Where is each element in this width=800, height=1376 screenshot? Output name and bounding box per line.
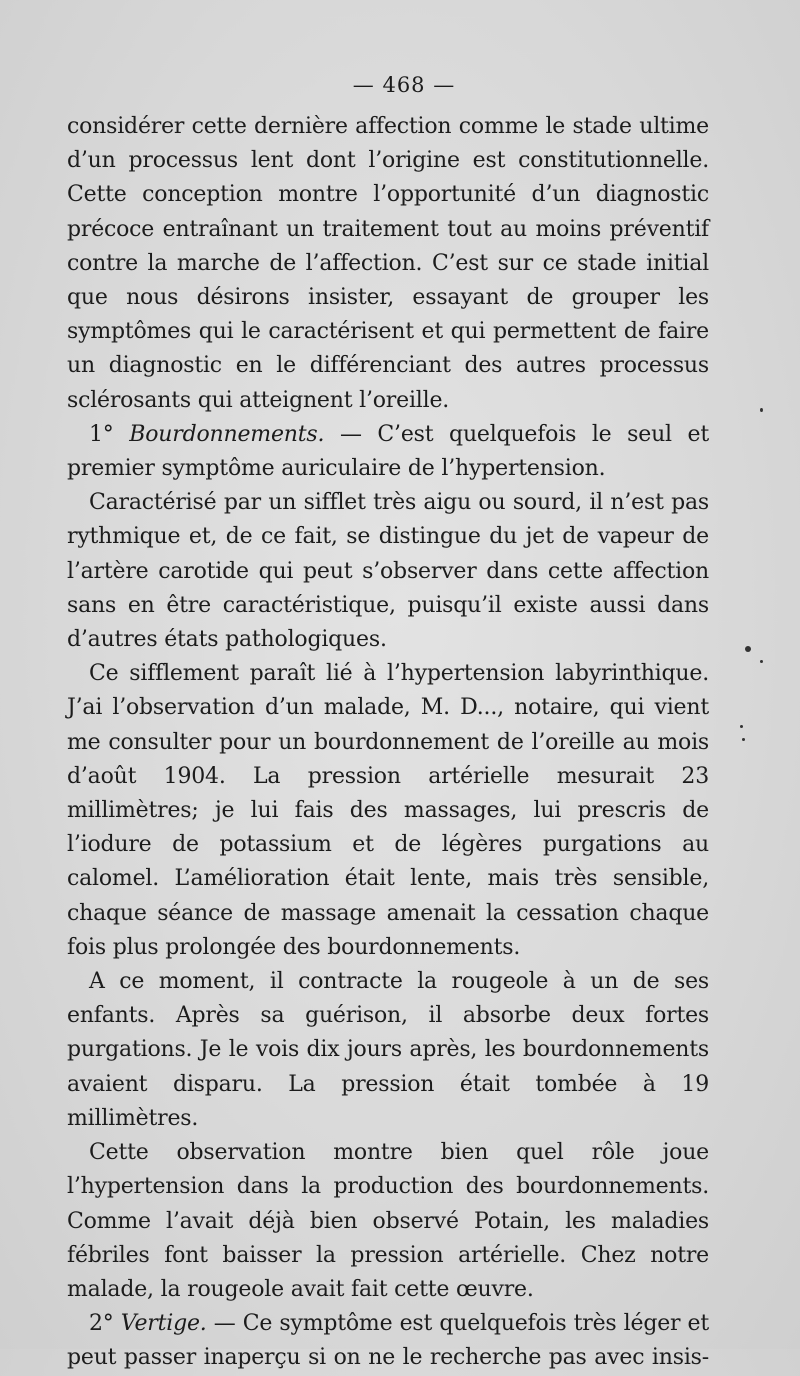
ink-speck <box>760 660 763 663</box>
ink-speck <box>745 646 751 652</box>
section-number: 2° <box>89 1311 114 1337</box>
paragraph-intro: considérer cette dernière affection comme le stade ultime d’un processus lent dont l’origine est constitutionnelle. Cette conception montre l’opportunité d’un diagnostic précoce entraînant un traitement tout au moins préventif contre la marche de l’affection. C’est sur ce stade initial que nous désirons insister, essayant de grouper les symptômes qui le caractérisent et qui permettent de faire un diagnostic en le différenciant des autres processus sclérosants qui atteignent l’oreille. <box>67 114 709 413</box>
section-title-vertige: Vertige. <box>120 1311 207 1337</box>
paragraph-conclusion: Cette observation montre bien quel rôle joue l’hypertension dans la production des bourdonnements. Comme l’avait déjà bien observé Potain, les maladies fébriles font baisser la pression artérielle. Chez notre malade, la rougeole avait fait cette œuvre. <box>67 1140 709 1302</box>
paragraph-observation: Ce sifflement paraît lié à l’hypertension labyrinthique. J’ai l’observation d’un malade, M. D..., notaire, qui vient me consulter pour un bourdonnement de l’oreille au mois d’août 1904. La pression artérielle mesurait 23 millimètres; je lui fais des massages, lui prescris de l’iodure de potassium et de légères purgations au calomel. L’amélioration était lente, mais très sensible, chaque séance de massage amenait la cessation chaque fois plus prolongée des bourdonnements. <box>67 661 709 960</box>
paragraph-bourdonnements-heading <box>67 418 709 486</box>
section-number: 1° <box>89 421 114 447</box>
paragraph-text: — Ce symptôme est quelquefois très léger et peut passer inaperçu si on ne le recherche pas avec insis- <box>67 1311 709 1371</box>
paragraph-sifflet: Caractérisé par un sifflet très aigu ou sourd, il n’est pas rythmique et, de ce fait, se distingue du jet de vapeur de l’artère carotide qui peut s’observer dans cette affection sans en être caractéristique, puisqu’il existe aussi dans d’autres états pathologiques. <box>67 490 709 653</box>
page-number: — 468 — <box>352 73 456 97</box>
document-page <box>67 60 709 1376</box>
paragraph-text: — C’est quelquefois le seul et premier symptôme auriculaire de l’hypertension. <box>67 421 710 482</box>
ink-speck <box>740 725 743 728</box>
ink-speck <box>742 738 745 741</box>
paragraph-vertige-heading <box>67 1307 709 1375</box>
paragraph-rougeole: A ce moment, il contracte la rougeole à un de ses enfants. Après sa guérison, il absorbe deux fortes purgations. Je le vois dix jours après, les bourdonnements avaient disparu. La pression était tombée à 19 millimètres. <box>67 969 709 1131</box>
ink-speck <box>760 408 763 412</box>
section-title-bourdonnements: Bourdonnements. <box>129 421 325 447</box>
